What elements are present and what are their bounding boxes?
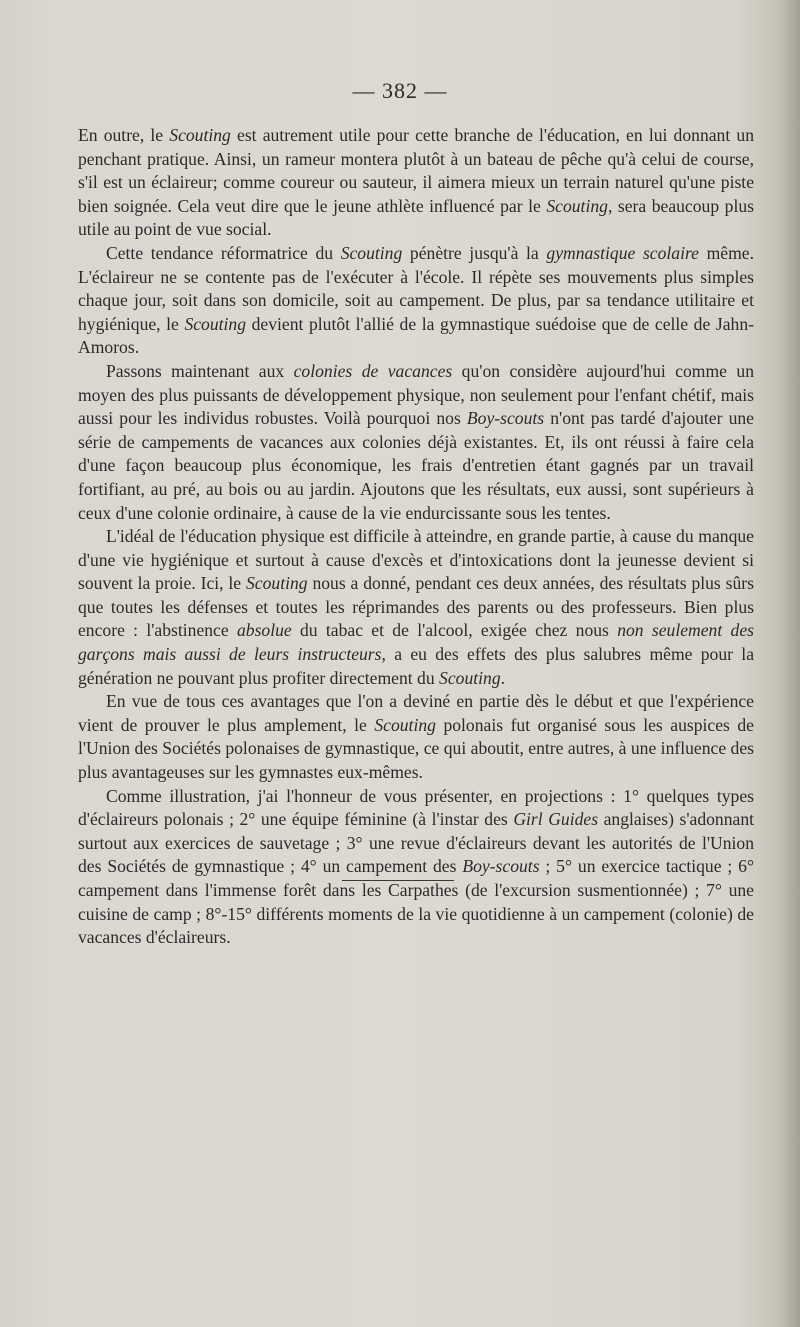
italic-text: absolue <box>236 620 292 641</box>
text-run: n'ont pas tardé d'ajouter une série de campements de vacances aux colonies déjà existantes. Et, ils ont réussi à faire cela d'une façon beaucoup plus économique, les frais d'entretien étant gagnés par un travail fortifiant, au pré, au bois ou au jardin. Ajoutons que les résultats, eux aussi, sont supérieurs à ceux d'une colonie ordinaire, à cause de la vie endurcissante sous les tentes. <box>78 408 754 523</box>
text-run: En vue de tous ces avantages que l'on a deviné en partie dès le début et que l'expérience vient de prouver le plus amplement, le <box>78 691 754 735</box>
text-run: ; 5° un exercice tactique ; 6° campement dans l'immense forêt dans les Carpathes (de l'excursion susmentionnée) ; 7° une cuisine de camp ; 8°-15° différents moments de la vie quotidienne à un campement (colonie) de vacances d'éclaireurs. <box>78 856 754 948</box>
text-run: En outre, le <box>78 125 170 145</box>
italic-text: Scouting <box>439 667 501 688</box>
italic-text: Scouting <box>246 573 308 594</box>
paragraph <box>78 124 754 242</box>
italic-text: Scouting <box>340 242 403 263</box>
italic-text: Scouting <box>184 313 247 334</box>
text-run: polonais fut organisé sous les auspices de l'Union des Sociétés polonaises de gymnastique, ce qui aboutit, entre autres, à une influence des plus avantageuses sur les gymnastes eux-mêmes. <box>78 714 754 783</box>
text-run: est autrement utile pour cette branche de l'éducation, en lui donnant un penchant pratique. Ainsi, un rameur montera plutôt à un bateau de pêche qu'à celui de course, s'il est un éclaireur; comme coureur ou sauteur, il aimera mieux un terrain naturel qu'une piste bien soignée. Cela veut dire que le jeune athlète influencé par le <box>78 125 754 216</box>
italic-text: Boy-scouts <box>462 856 540 877</box>
italic-text: non seulement des garçons mais aussi de leurs instructeurs <box>78 620 754 665</box>
body-text <box>78 124 754 950</box>
text-run: . <box>500 667 506 688</box>
italic-text: Scouting <box>169 125 231 145</box>
text-run: , a eu des effets des plus salubres même pour la génération ne pouvant plus profiter directement du <box>78 644 755 688</box>
page-edge-shadow <box>778 0 800 1327</box>
text-run: Comme illustration, j'ai l'honneur de vous présenter, en projections : 1° quelques types d'éclaireurs polonais ; 2° une équipe féminine (à l'instar des <box>78 785 754 830</box>
italic-text: Scouting <box>374 714 436 735</box>
italic-text: Boy-scouts <box>466 408 545 429</box>
italic-text: gymnastique scolaire <box>546 242 699 263</box>
text-run: qu'on considère aujourd'hui comme un moyen des plus puissants de développement physique, non seulement pour l'enfant chétif, mais aussi pour les individus robustes. Voilà pourquoi nos <box>78 360 754 429</box>
text-run: du tabac et de l'alcool, exigée chez nous <box>291 620 618 641</box>
italic-text: Scouting <box>546 195 608 216</box>
text-run: devient plutôt l'allié de la gymnastique suédoise que de celle de Jahn-Amoros. <box>78 313 754 358</box>
closing-rule <box>342 880 454 881</box>
text-run: Passons maintenant aux <box>106 360 294 381</box>
text-run: anglaises) s'adonnant surtout aux exercices de sauvetage ; 3° une revue d'éclaireurs devant les autorités de l'Union des Sociétés de gymnastique ; 4° un campement des <box>78 809 755 877</box>
text-run: Cette tendance réformatrice du <box>106 242 341 263</box>
page-number: — 382 — <box>352 78 448 103</box>
text-run: pénètre jusqu'à la <box>402 242 547 263</box>
text-run: nous a donné, pendant ces deux années, des résultats plus sûrs que toutes les défenses et toutes les réprimandes des parents ou des professeurs. Bien plus encore : l'abstinence <box>78 573 754 641</box>
italic-text: colonies de vacances <box>293 360 453 381</box>
paragraph <box>78 690 754 784</box>
paragraph <box>78 785 754 950</box>
text-run: L'idéal de l'éducation physique est difficile à atteindre, en grande partie, à cause du manque d'une vie hygiénique et surtout à cause d'excès et d'intoxications dont la jeunesse devient si souvent la proie. Ici, le <box>78 526 754 594</box>
paragraph <box>78 360 754 525</box>
italic-text: Girl Guides <box>513 809 599 830</box>
text-run: même. L'éclaireur ne se contente pas de l'exécuter à l'école. Il répète ses mouvements plus simples chaque jour, soit dans son domicile, soit au campement. De plus, par sa tendance utilitaire et hygiénique, le <box>78 242 755 334</box>
paragraph <box>78 242 754 360</box>
text-run: , sera beaucoup plus utile au point de vue social. <box>78 195 754 240</box>
paragraph <box>78 525 754 690</box>
